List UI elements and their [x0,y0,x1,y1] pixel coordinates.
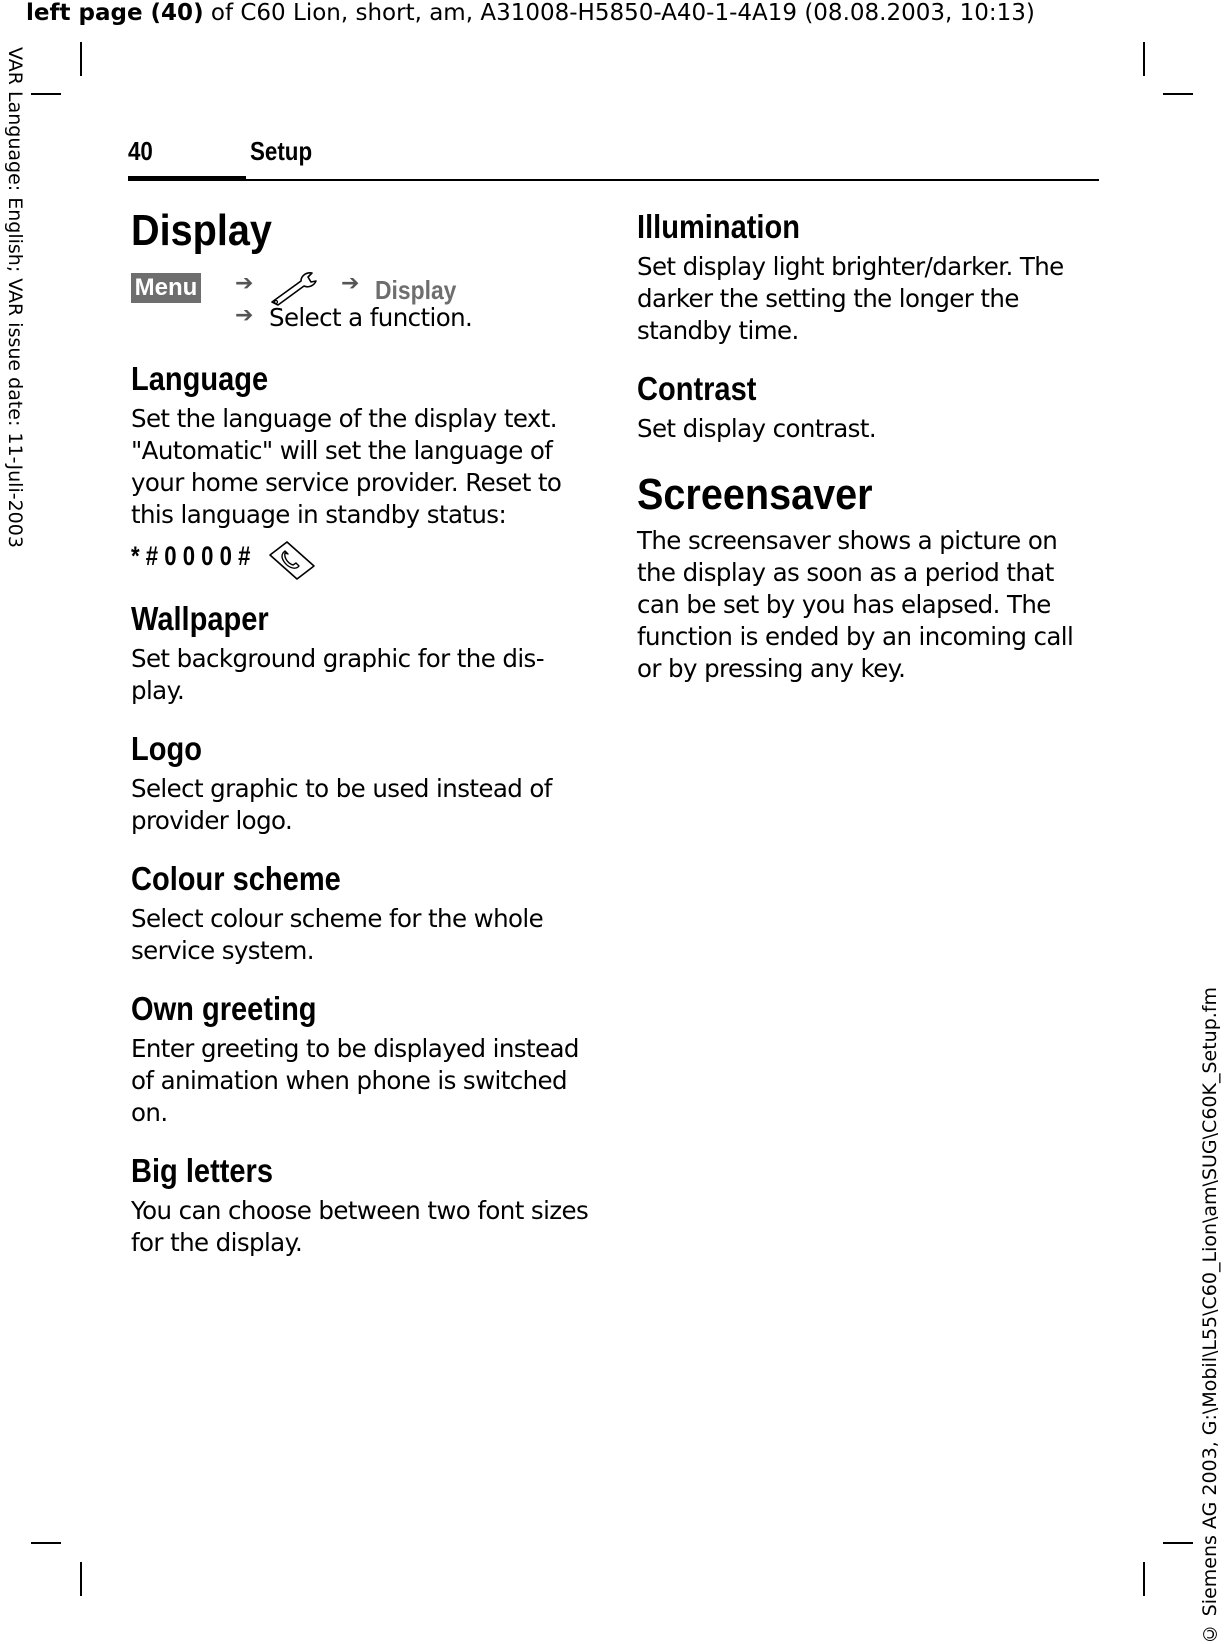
crop-mark [1163,1542,1193,1544]
crop-mark [31,1542,61,1544]
section-text-logo: Select graphic to be used instead of provider logo. [131,774,552,835]
screensaver-title: Screensaver [637,470,873,519]
screensaver-text: The screensaver shows a picture on the display as soon as a period that can be set by you has elapsed. The function is ended by an incoming call or by pressing any key. [637,526,1074,683]
page-number: 40 [128,136,153,166]
section-heading-big-letters: Big letters [131,1152,274,1189]
right-column [637,205,1097,685]
left-column [131,205,591,1259]
call-key-icon [267,539,317,581]
menu-key-icon: Menu [131,273,201,303]
crop-mark [1163,93,1193,95]
reset-code-keys: * # 0 0 0 0 # [131,541,251,571]
section-heading-colour-scheme: Colour scheme [131,860,341,897]
section-text-language: Set the language of the display text. "Automatic" will set the language of your home service provider. Reset to this language in standby status: [131,404,562,529]
section-heading-language: Language [131,360,269,397]
section-heading-contrast: Contrast [637,370,757,407]
crop-mark [80,42,82,76]
section-text-big-letters: You can choose between two font sizes for the display. [131,1196,589,1257]
section-text-own-greeting: Enter greeting to be displayed instead of animation when phone is switched on. [131,1034,579,1127]
section-title: Setup [250,136,313,166]
menu-path [131,269,591,337]
section-text-wallpaper: Set background graphic for the dis-play. [131,644,544,705]
section-heading-wallpaper: Wallpaper [131,600,269,637]
section-heading-own-greeting: Own greeting [131,990,317,1027]
section-text-contrast: Set display contrast. [637,414,877,443]
section-text-illumination: Set display light brighter/darker. The darker the setting the longer the standby time. [637,252,1064,345]
menu-path-display: Display [375,275,457,305]
wrench-icon [268,269,320,307]
margin-right-text: © Siemens AG 2003, G:\Mobil\L55\C60_Lion\am\SUG\C60K_Setup.fm [1199,986,1221,1644]
crop-mark [1143,42,1145,76]
print-header-line [26,0,1035,26]
section-heading-illumination: Illumination [637,208,800,245]
reset-code [131,539,591,585]
header-rule [128,179,1099,181]
arrow-icon: ➔ [235,271,254,296]
section-text-colour-scheme: Select colour scheme for the whole service system. [131,904,544,965]
section-heading-logo: Logo [131,730,202,767]
crop-mark [31,93,61,95]
crop-mark [80,1562,82,1596]
print-header-bold: left page (40) [26,0,204,26]
header-rule-accent [128,176,246,181]
arrow-icon: ➔ [235,303,254,328]
menu-path-instruction: Select a function. [269,303,473,332]
crop-mark [1143,1562,1145,1596]
margin-left-text: VAR Language: English; VAR issue date: 11-Juli-2003 [4,47,26,548]
arrow-icon: ➔ [341,271,360,296]
page-title: Display [131,206,272,255]
print-header-rest: of C60 Lion, short, am, A31008-H5850-A40-1-4A19 (08.08.2003, 10:13) [203,0,1035,26]
